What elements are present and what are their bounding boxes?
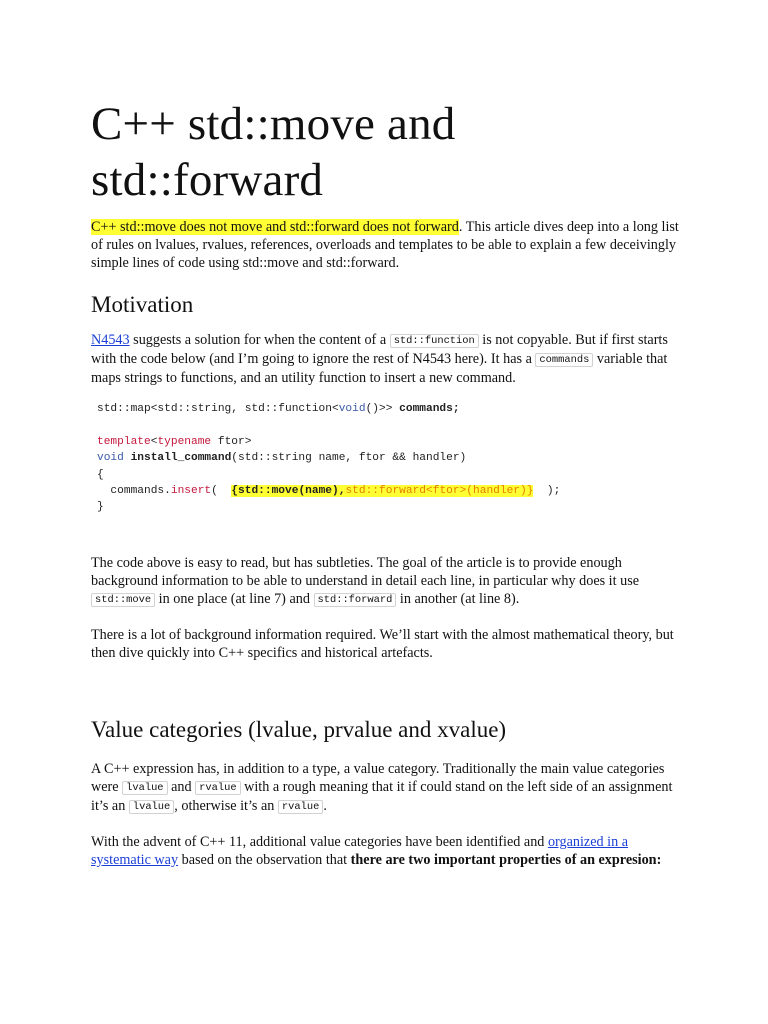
motivation-paragraph-2 bbox=[91, 554, 681, 609]
code-keyword: typename bbox=[157, 435, 212, 448]
code-block bbox=[91, 401, 681, 516]
text-span: suggests a solution for when the content of a bbox=[129, 332, 390, 348]
text-span: is not copyable. But if first starts with the code below (and I’m going to ignore the rest of N4543 here). It has a bbox=[91, 332, 668, 367]
code-line-5: { bbox=[97, 468, 104, 481]
value-categories-paragraph-1 bbox=[91, 760, 681, 816]
inline-code-std-function: std::function bbox=[390, 334, 479, 348]
code-line-4 bbox=[97, 450, 681, 466]
bold-text: there are two important properties of an expresion: bbox=[350, 851, 662, 868]
intro-text: . This article dives deep into a long list of rules on lvalues, rvalues, references, overloads and templates to be able to explain a few deceivingly simple lines of code using std::move and std::forward. bbox=[91, 219, 679, 271]
text-span: . bbox=[323, 797, 327, 814]
code-line-3 bbox=[97, 434, 681, 450]
article bbox=[91, 0, 681, 869]
code-line-1 bbox=[97, 401, 681, 417]
text-span: variable that maps strings to functions, and an utility function to insert a new command. bbox=[91, 351, 668, 386]
code-text bbox=[124, 452, 131, 464]
inline-code-std-forward: std::forward bbox=[314, 593, 397, 607]
code-text: ( bbox=[211, 485, 232, 498]
text-span: A C++ expression has, in addition to a type, a value category. Traditionally the main value categories were bbox=[91, 760, 665, 795]
text-span: , otherwise it’s an bbox=[174, 797, 278, 814]
text-span: and bbox=[167, 778, 196, 795]
code-text: ()>> bbox=[365, 403, 400, 415]
code-line-7: } bbox=[97, 501, 104, 514]
section-heading-motivation: Motivation bbox=[91, 292, 194, 317]
section-heading-value-categories: Value categories (lvalue, prvalue and xvalue) bbox=[91, 716, 507, 742]
intro-highlight: C++ std::move does not move and std::forward does not forward bbox=[91, 219, 459, 235]
text-span: based on the observation that bbox=[178, 851, 351, 868]
text-span: The code above is easy to read, but has subtleties. The goal of the article is to provide enough background information to be able to understand in detail each line, in particular why does it use bbox=[91, 554, 640, 589]
code-text: ftor> bbox=[211, 435, 252, 448]
code-keyword: insert bbox=[170, 485, 212, 498]
intro-paragraph bbox=[91, 218, 681, 272]
inline-code-lvalue-2: lvalue bbox=[129, 800, 174, 814]
inline-code-rvalue: rvalue bbox=[195, 781, 240, 795]
code-highlight-move: {std::move(name), bbox=[231, 485, 346, 498]
inline-code-std-move: std::move bbox=[91, 593, 155, 607]
motivation-paragraph-3: There is a lot of background information required. We’ll start with the almost mathematical theory, but then dive quickly into C++ specifics and historical artefacts. bbox=[91, 626, 674, 661]
code-keyword: template bbox=[97, 435, 151, 448]
code-text: commands. bbox=[97, 485, 171, 498]
code-keyword: void bbox=[338, 403, 366, 415]
inline-code-rvalue-2: rvalue bbox=[278, 800, 323, 814]
code-line-6 bbox=[97, 483, 681, 499]
code-keyword: void bbox=[97, 452, 124, 465]
page-title: C++ std::move and std::forward bbox=[91, 98, 456, 206]
text-span: With the advent of C++ 11, additional value categories have been identified and bbox=[91, 833, 548, 850]
inline-code-lvalue: lvalue bbox=[122, 781, 167, 795]
code-text: ); bbox=[533, 485, 561, 498]
n4543-link[interactable]: N4543 bbox=[91, 332, 130, 348]
text-span: with a rough meaning that it if could stand on the left side of an assignment it’s an bbox=[91, 778, 673, 814]
code-function-name: install_command bbox=[130, 452, 232, 465]
code-text: < bbox=[150, 435, 158, 448]
code-text: (std::string name, ftor && handler) bbox=[231, 452, 467, 465]
code-line-2 bbox=[97, 417, 681, 433]
code-bold: commands; bbox=[399, 403, 460, 415]
value-categories-paragraph-2 bbox=[91, 833, 681, 869]
inline-code-commands: commands bbox=[535, 353, 593, 367]
code-text: std::map<std::string, std::function< bbox=[97, 403, 339, 415]
organized-systematic-link[interactable]: organized in a systematic way bbox=[91, 833, 629, 868]
text-span: in another (at line 8). bbox=[396, 590, 520, 607]
text-span: in one place (at line 7) and bbox=[155, 590, 314, 607]
motivation-paragraph-1 bbox=[91, 331, 681, 387]
code-highlight-forward: std::forward<ftor>(handler)} bbox=[345, 485, 534, 498]
